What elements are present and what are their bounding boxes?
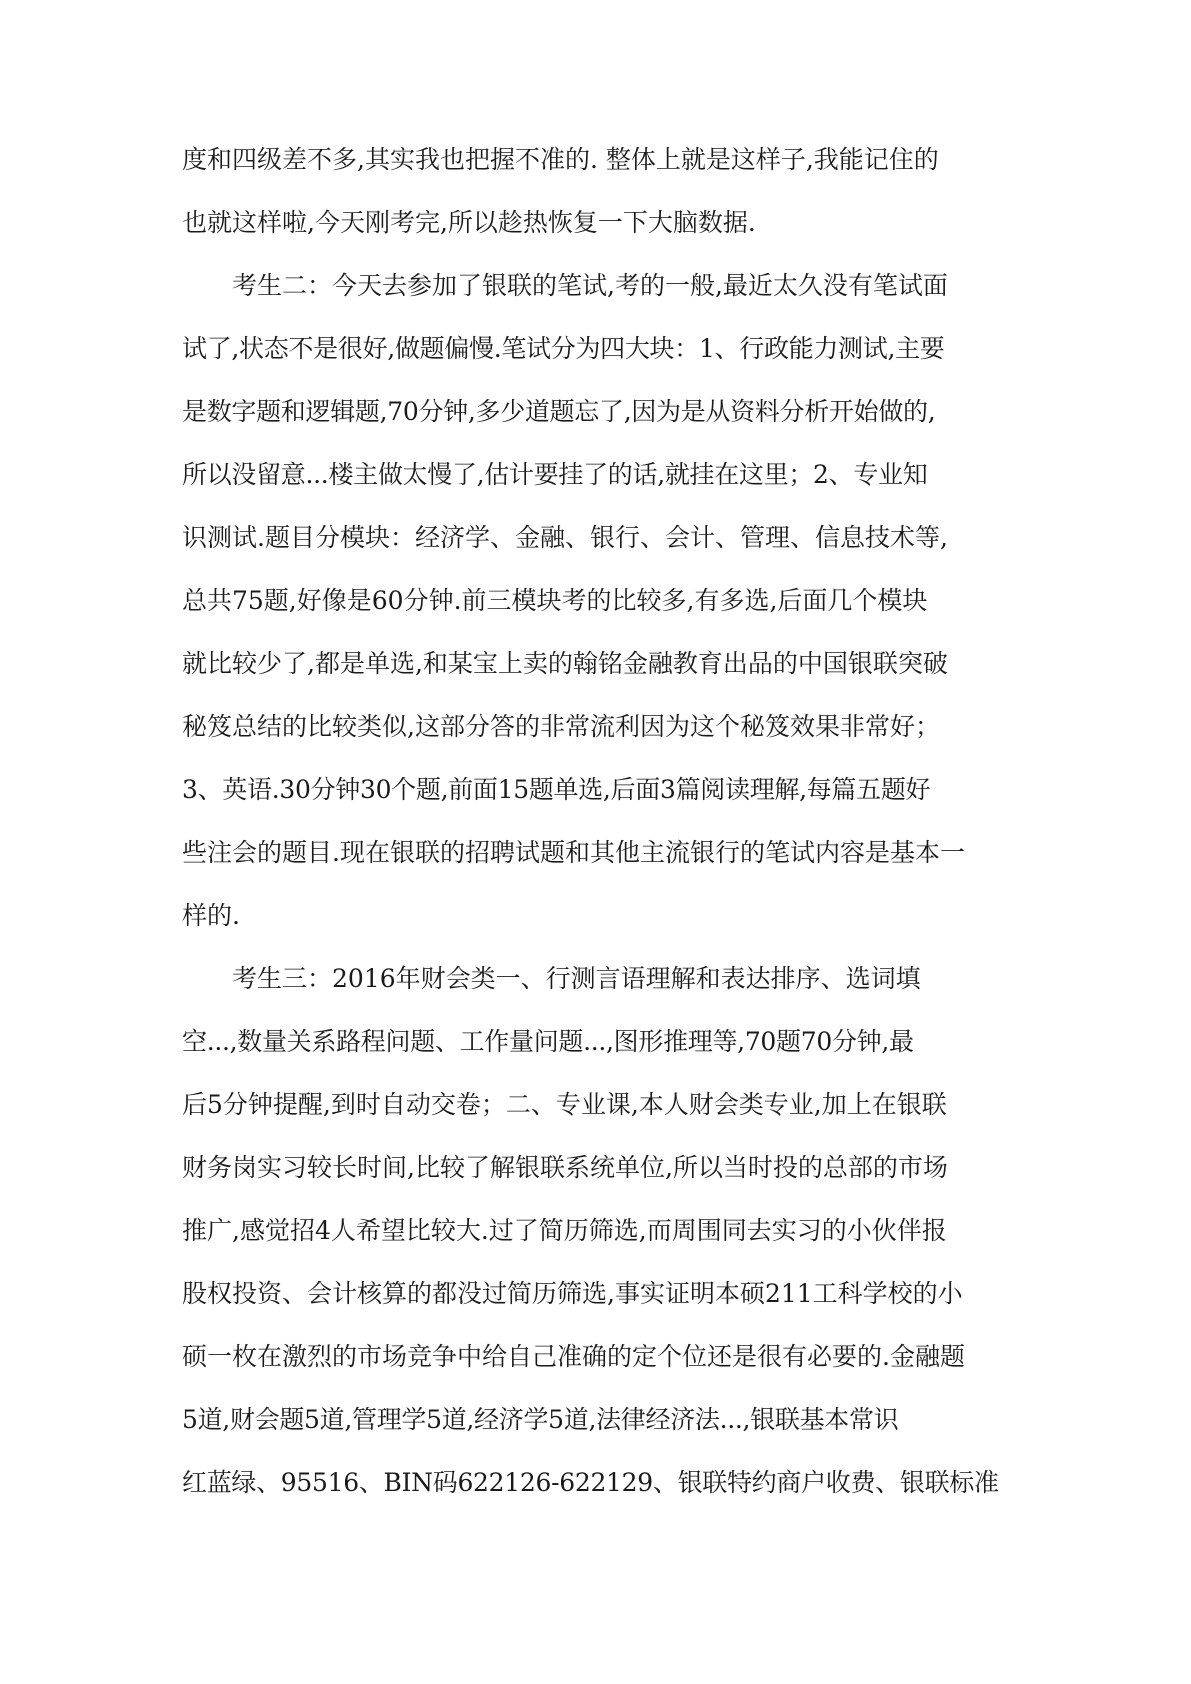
paragraph-start-examinee-2: 考生二：今天去参加了银联的笔试,考的一般,最近太久没有笔试面 bbox=[232, 271, 948, 300]
paragraph-start-examinee-3: 考生三：2016年财会类一、行测言语理解和表达排序、选词填 bbox=[232, 964, 921, 993]
text-line: 也就这样啦,今天刚考完,所以趁热恢复一下大脑数据. bbox=[182, 208, 756, 237]
text-line: 所以没留意...楼主做太慢了,估计要挂了的话,就挂在这里；2、专业知 bbox=[182, 460, 928, 489]
text-line: 就比较少了,都是单选,和某宝上卖的翰铭金融教育出品的中国银联突破 bbox=[182, 649, 948, 678]
text-line: 推广,感觉招4人希望比较大.过了简历筛选,而周围同去实习的小伙伴报 bbox=[182, 1216, 947, 1245]
text-line: 硕一枚在激烈的市场竞争中给自己准确的定个位还是很有必要的.金融题 bbox=[182, 1342, 965, 1371]
text-line: 度和四级差不多,其实我也把握不准的. 整体上就是这样子,我能记住的 bbox=[182, 145, 939, 174]
text-line: 红蓝绿、95516、BIN码622126-622129、银联特约商户收费、银联标准 bbox=[182, 1468, 999, 1497]
text-line: 试了,状态不是很好,做题偏慢.笔试分为四大块：1、行政能力测试,主要 bbox=[182, 334, 945, 363]
text-line: 是数字题和逻辑题,70分钟,多少道题忘了,因为是从资料分析开始做的, bbox=[182, 397, 936, 426]
text-line: 5道,财会题5道,管理学5道,经济学5道,法律经济法...,银联基本常识 bbox=[182, 1405, 899, 1434]
text-line: 财务岗实习较长时间,比较了解银联系统单位,所以当时投的总部的市场 bbox=[182, 1153, 948, 1182]
text-line: 3、英语.30分钟30个题,前面15题单选,后面3篇阅读理解,每篇五题好 bbox=[182, 775, 931, 804]
text-line: 样的. bbox=[182, 901, 240, 930]
text-line: 空...,数量关系路程问题、工作量问题...,图形推理等,70题70分钟,最 bbox=[182, 1027, 914, 1056]
text-line: 些注会的题目.现在银联的招聘试题和其他主流银行的笔试内容是基本一 bbox=[182, 838, 965, 867]
text-line: 总共75题,好像是60分钟.前三模块考的比较多,有多选,后面几个模块 bbox=[182, 586, 928, 615]
text-line: 识测试.题目分模块：经济学、金融、银行、会计、管理、信息技术等, bbox=[182, 523, 948, 552]
text-line: 股权投资、会计核算的都没过简历筛选,事实证明本硕211工科学校的小 bbox=[182, 1279, 963, 1308]
text-line: 秘笈总结的比较类似,这部分答的非常流利因为这个秘笈效果非常好； bbox=[182, 712, 940, 741]
text-line: 后5分钟提醒,到时自动交卷；二、专业课,本人财会类专业,加上在银联 bbox=[182, 1090, 947, 1119]
